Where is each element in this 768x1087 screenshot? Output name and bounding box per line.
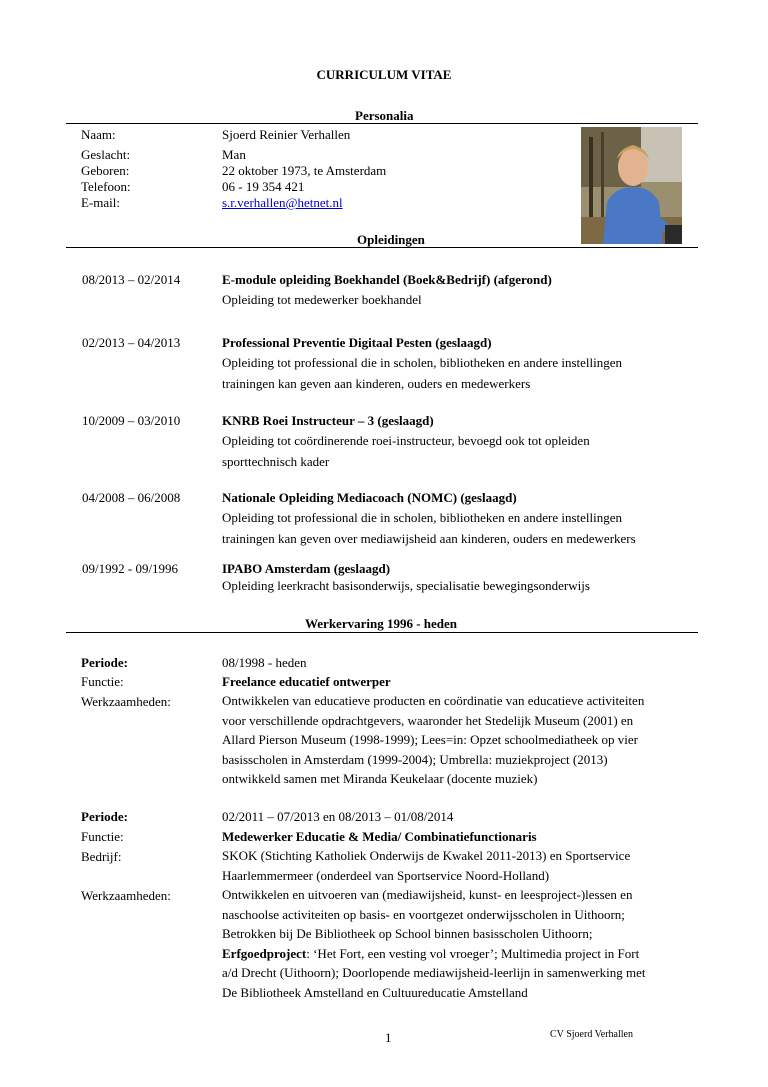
education-period: 10/2009 – 03/2010	[82, 413, 181, 428]
task-line: De Bibliotheek Amstelland en Cultuureducatie Amstelland	[222, 984, 528, 1000]
page-number: 1	[385, 1030, 392, 1045]
education-title: KNRB Roei Instructeur – 3 (geslaagd)	[222, 413, 434, 428]
job-period: 02/2011 – 07/2013 en 08/2013 – 01/08/2014	[222, 809, 454, 824]
label-werkzaamheden: Werkzaamheden:	[81, 888, 171, 903]
page-title: CURRICULUM VITAE	[316, 67, 452, 82]
education-period: 02/2013 – 04/2013	[82, 335, 181, 350]
label-functie: Functie:	[81, 674, 124, 689]
education-title: IPABO Amsterdam (geslaagd)	[222, 561, 391, 576]
section-heading-werkervaring: Werkervaring 1996 - heden	[305, 616, 458, 631]
job-tasks	[222, 691, 644, 789]
description-line: Opleiding tot professional die in scholen, bibliotheken en andere instellingen	[222, 510, 623, 525]
education-period: 09/1992 - 09/1996	[82, 561, 179, 576]
education-description	[222, 431, 590, 472]
job-function: Medewerker Educatie & Media/ Combinatiefunctionaris	[222, 829, 537, 844]
section-divider	[66, 632, 698, 633]
value-geslacht: Man	[222, 147, 246, 162]
description-line: Opleiding leerkracht basisonderwijs, specialisatie bewegingsonderwijs	[222, 578, 590, 593]
erfgoed-label: Erfgoedproject	[222, 945, 307, 961]
education-description	[222, 576, 590, 597]
section-divider	[66, 123, 698, 124]
portrait-photo-icon	[581, 127, 682, 244]
job-tasks	[222, 885, 645, 1002]
task-line: ontwikkeld samen met Miranda Keukelaar (docente muziek)	[222, 771, 538, 786]
task-line: Allard Pierson Museum (1998-1999); Lees=in: Opzet schoolmediatheek op vier	[222, 732, 639, 747]
task-line	[222, 944, 645, 964]
erfgoed-text: : ‘Het Fort, een vesting vol vroeger’; Multimedia project in Fort	[306, 945, 640, 961]
education-title: Professional Preventie Digitaal Pesten (geslaagd)	[222, 335, 492, 350]
label-naam: Naam:	[81, 127, 116, 142]
task-line: Ontwikkelen van educatieve producten en coördinatie van educatieve activiteiten	[222, 693, 645, 708]
description-line: Opleiding tot medewerker boekhandel	[222, 292, 422, 307]
description-line: sporttechnisch kader	[222, 453, 330, 469]
company-line: SKOK (Stichting Katholiek Onderwijs de Kwakel 2011-2013) en Sportservice	[222, 848, 631, 863]
task-line: a/d Drecht (Uithoorn); Doorlopende mediawijsheid-leerlijn in samenwerking met	[222, 965, 646, 980]
job-company	[222, 846, 630, 885]
task-line: naschoolse activiteiten op basis- en voortgezet onderwijsscholen in Uithoorn;	[222, 906, 625, 922]
education-period: 04/2008 – 06/2008	[82, 490, 181, 505]
job-function: Freelance educatief ontwerper	[222, 674, 391, 689]
label-periode: Periode:	[81, 655, 128, 670]
education-description	[222, 508, 636, 549]
education-description	[222, 353, 622, 394]
label-email: E-mail:	[81, 195, 120, 210]
description-line: Opleiding tot professional die in scholen, bibliotheken en andere instellingen	[222, 355, 623, 370]
education-period: 08/2013 – 02/2014	[82, 272, 181, 287]
education-title: Nationale Opleiding Mediacoach (NOMC) (geslaagd)	[222, 490, 517, 505]
email-link[interactable]: s.r.verhallen@hetnet.nl	[222, 195, 343, 210]
job-period: 08/1998 - heden	[222, 655, 307, 670]
description-line: trainingen kan geven aan kinderen, ouders en medewerkers	[222, 375, 531, 391]
task-line: Ontwikkelen en uitvoeren van (mediawijsheid, kunst- en leesproject-)lessen en	[222, 887, 633, 902]
section-heading-opleidingen: Opleidingen	[357, 232, 425, 247]
profile-photo	[581, 127, 682, 244]
section-heading-personalia: Personalia	[355, 108, 414, 123]
education-title: E-module opleiding Boekhandel (Boek&Bedrijf) (afgerond)	[222, 272, 552, 287]
label-bedrijf: Bedrijf:	[81, 849, 122, 864]
task-line: Betrokken bij De Bibliotheek op School binnen basisscholen Uithoorn;	[222, 926, 593, 941]
label-geslacht: Geslacht:	[81, 147, 131, 162]
value-naam: Sjoerd Reinier Verhallen	[222, 127, 351, 142]
label-telefoon: Telefoon:	[81, 179, 131, 194]
label-periode: Periode:	[81, 809, 128, 824]
task-line: basisscholen in Amsterdam (1999-2004); Umbrella: muziekproject (2013)	[222, 751, 608, 767]
value-geboren: 22 oktober 1973, te Amsterdam	[222, 163, 387, 178]
label-geboren: Geboren:	[81, 163, 130, 178]
value-telefoon: 06 - 19 354 421	[222, 179, 305, 194]
company-line: Haarlemmermeer (onderdeel van Sportservice Noord-Holland)	[222, 867, 550, 883]
section-divider	[66, 247, 698, 248]
footer-name: CV Sjoerd Verhallen	[550, 1029, 633, 1040]
label-werkzaamheden: Werkzaamheden:	[81, 694, 171, 709]
description-line: trainingen kan geven over mediawijsheid aan kinderen, ouders en medewerkers	[222, 530, 636, 546]
label-functie: Functie:	[81, 829, 124, 844]
task-line: voor verschillende opdrachtgevers, waaronder het Stedelijk Museum (2001) en	[222, 712, 634, 728]
description-line: Opleiding tot coördinerende roei-instructeur, bevoegd ook tot opleiden	[222, 433, 590, 448]
education-description	[222, 290, 422, 311]
